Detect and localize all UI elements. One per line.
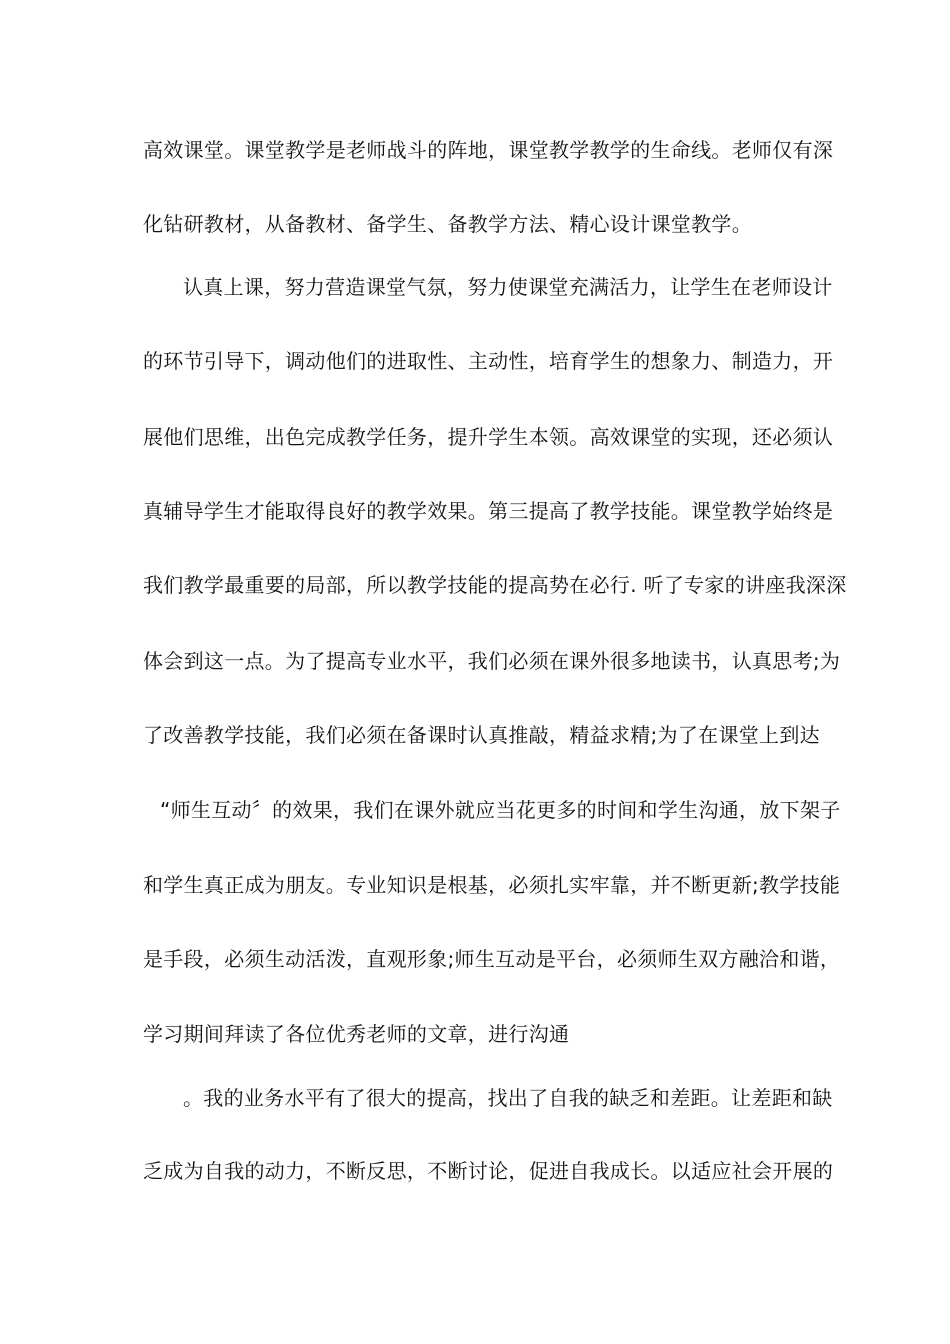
text-line-6: 真辅导学生才能取得良好的教学效果。第三提高了教学技能。课堂教学始终是 [143,499,834,523]
text-line-3: 认真上课，努力营造课堂气氛，努力使课堂充满活力，让学生在老师设计 [183,275,833,299]
text-line-8: 体会到这一点。为了提高专业水平，我们必须在课外很多地读书，认真思考;为 [143,649,841,673]
text-line-11: 和学生真正成为朋友。专业知识是根基，必须扎实牢靠，并不断更新;教学技能 [143,873,841,897]
text-line-4: 的环节引导下，调动他们的进取性、主动性，培育学生的想象力、制造力，开 [143,349,834,373]
text-line-15: 乏成为自我的动力，不断反思，不断讨论，促进自我成长。以适应社会开展的 [143,1159,834,1183]
text-line-5: 展他们思维，出色完成教学任务，提升学生本领。高效课堂的实现，还必须认 [143,425,834,449]
text-line-13: 学习期间拜读了各位优秀老师的文章，进行沟通 [143,1022,570,1046]
text-line-14: 。我的业务水平有了很大的提高，找出了自我的缺乏和差距。让差距和缺 [183,1086,833,1110]
text-line-10: “师生互动〞的效果，我们在课外就应当花更多的时间和学生沟通，放下架子 [160,798,841,822]
text-line-1: 高效课堂。课堂教学是老师战斗的阵地，课堂教学教学的生命线。老师仅有深 [143,138,834,162]
text-line-7: 我们教学最重要的局部，所以教学技能的提高势在必行. 听了专家的讲座我深深 [143,573,847,597]
text-line-2: 化钻研教材，从备教材、备学生、备教学方法、精心设计课堂教学。 [143,212,752,236]
text-line-9: 了改善教学技能，我们必须在备课时认真推敲，精益求精;为了在课堂上到达 [143,723,820,747]
text-line-12: 是手段，必须生动活泼，直观形象;师生互动是平台，必须师生双方融洽和谐， [143,947,841,971]
